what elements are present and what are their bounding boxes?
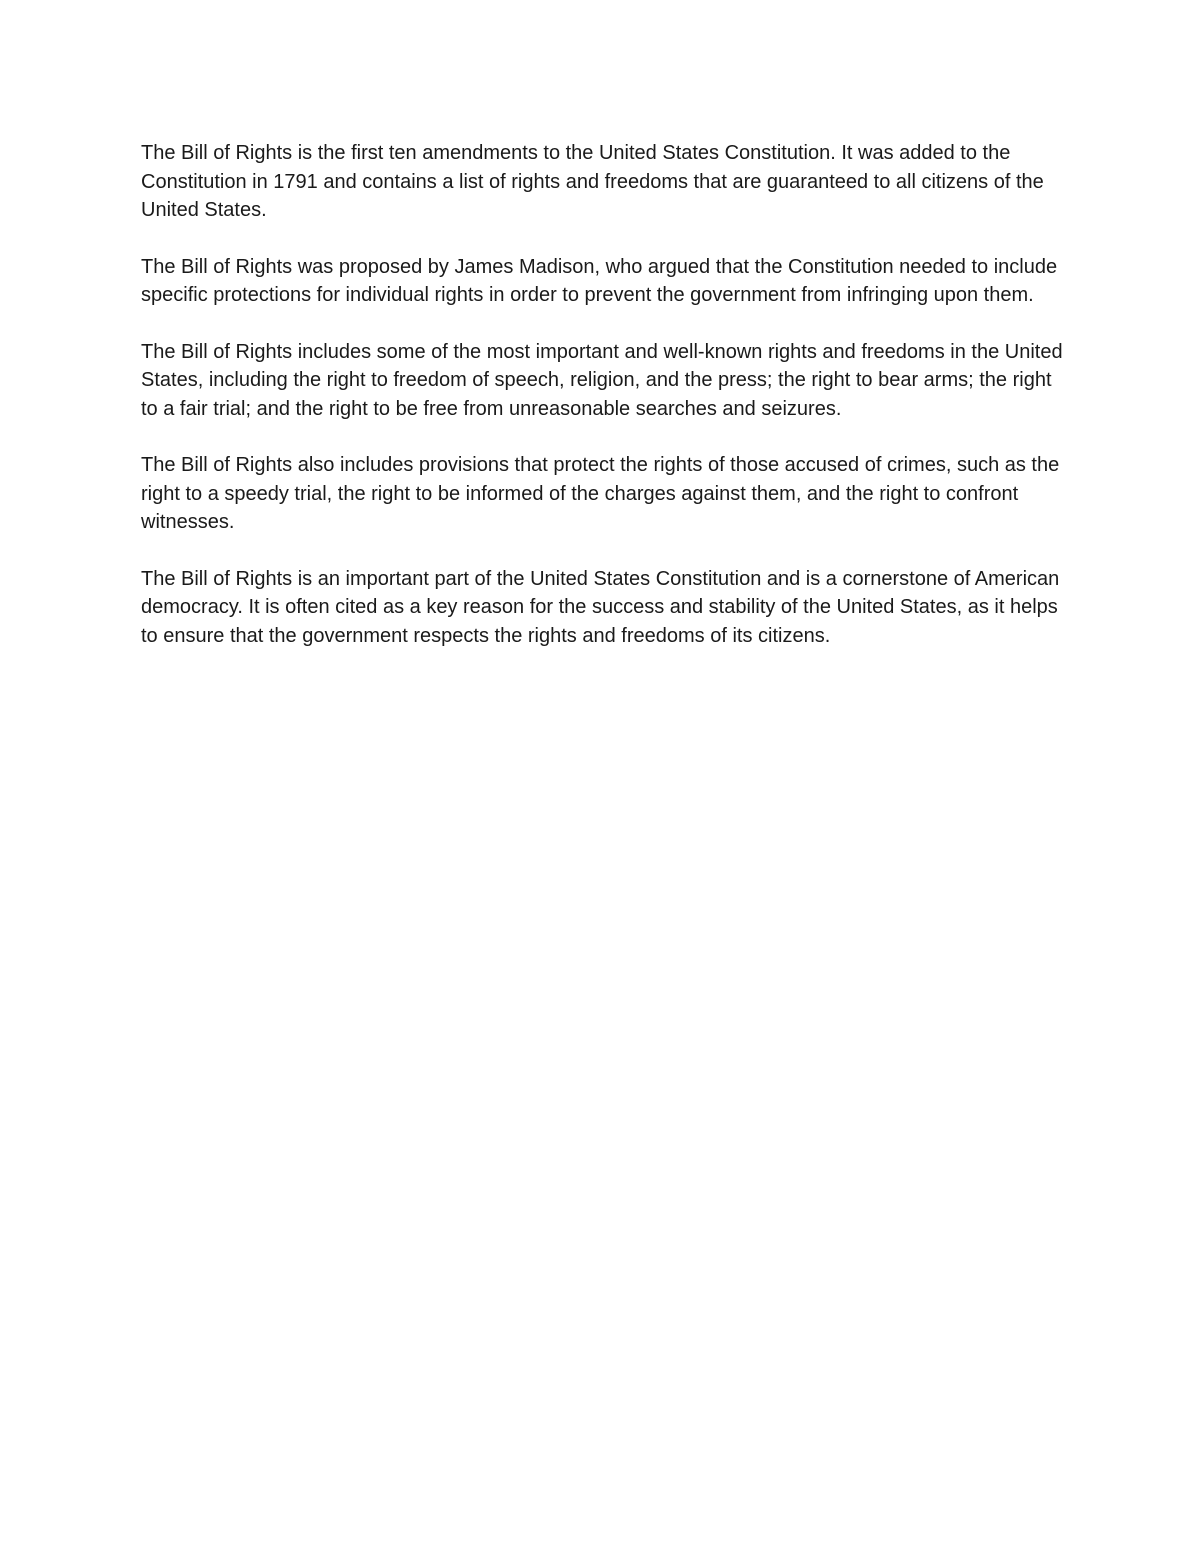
paragraph-5: The Bill of Rights is an important part of the United States Constitution and is a cornerstone of American democracy. It is often cited as a key reason for the success and stability of the United States, as it helps to ensure that the government respects the rights and freedoms of its citizens.	[141, 567, 1060, 647]
document-body	[141, 139, 1066, 678]
paragraph-3: The Bill of Rights includes some of the most important and well-known rights and freedoms in the United States, including the right to freedom of speech, religion, and the press; the right to bear arms; the right to a fair trial; and the right to be free from unreasonable searches and seizures.	[141, 340, 1063, 420]
paragraph-2: The Bill of Rights was proposed by James Madison, who argued that the Constitution needed to include specific protections for individual rights in order to prevent the government from infringing upon them.	[141, 255, 1058, 306]
paragraph-1: The Bill of Rights is the first ten amendments to the United States Constitution. It was added to the Constitution in 1791 and contains a list of rights and freedoms that are guaranteed to all citizens of the United States.	[141, 142, 1044, 221]
paragraph-4: The Bill of Rights also includes provisions that protect the rights of those accused of crimes, such as the right to a speedy trial, the right to be informed of the charges against them, and the right to confront witnesses.	[141, 454, 1060, 533]
